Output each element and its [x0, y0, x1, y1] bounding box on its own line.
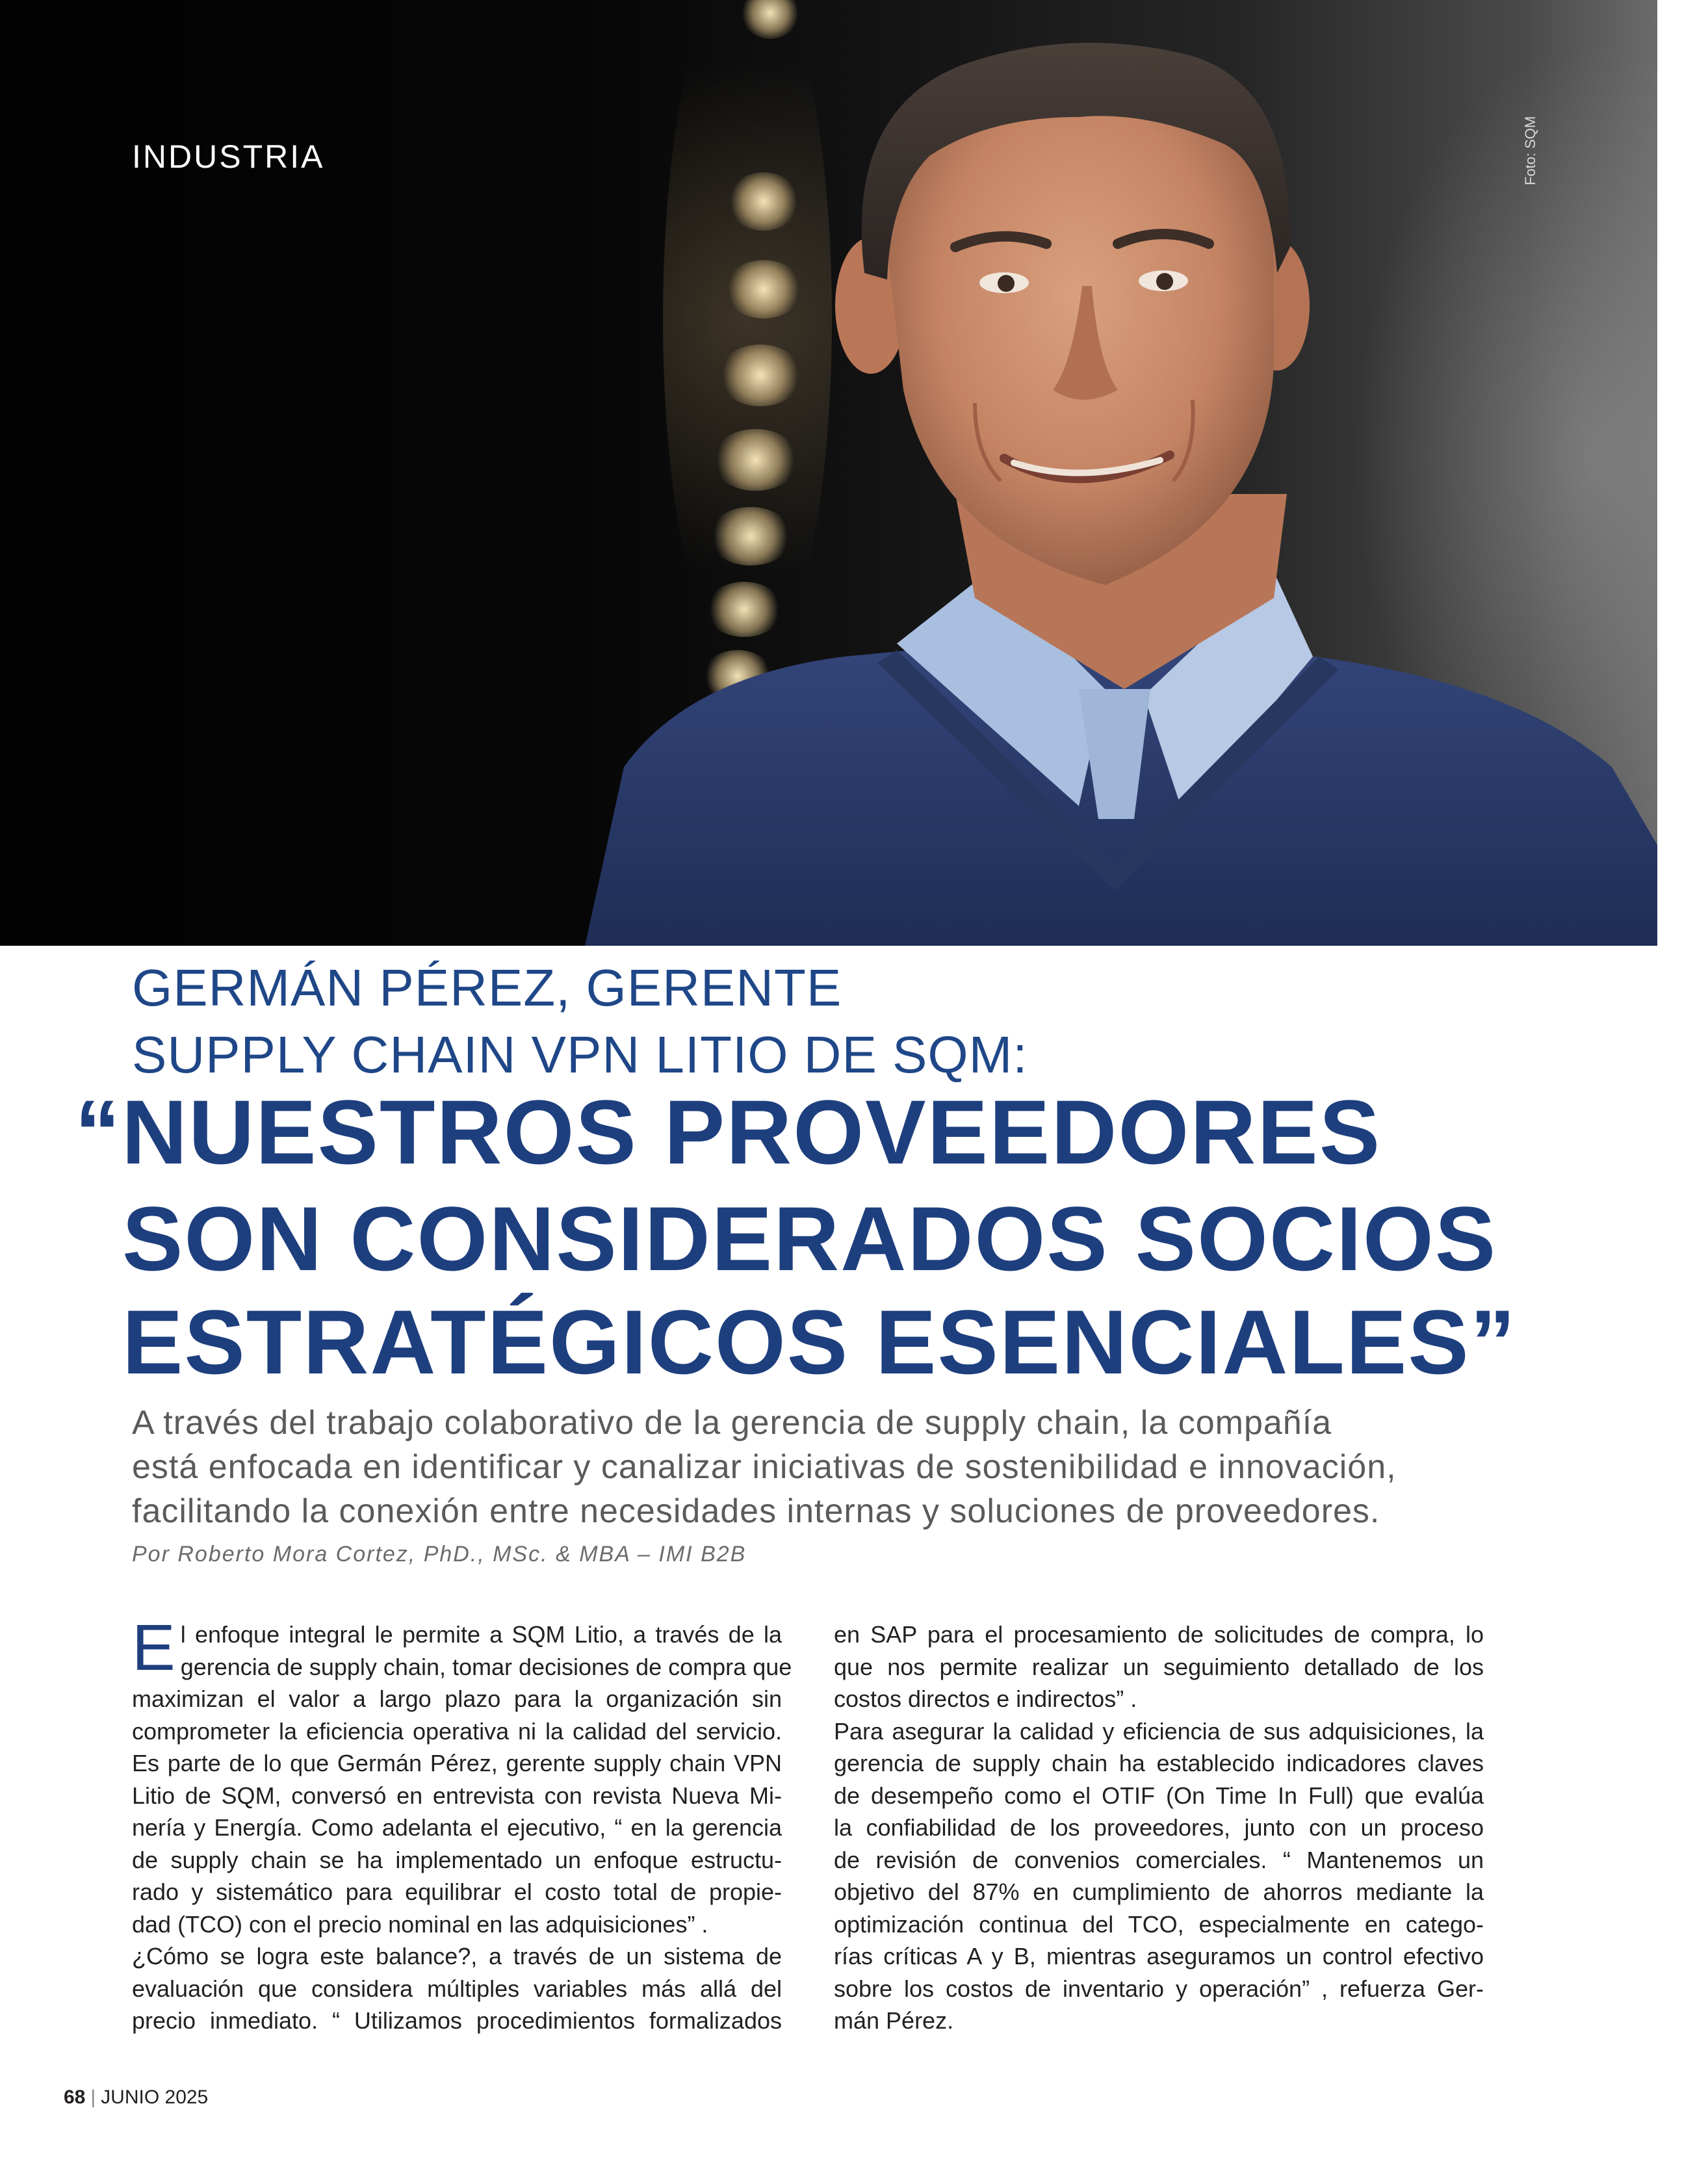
body-line: la confiabilidad de los proveedores, junto con un proceso — [834, 1814, 1484, 1841]
article-column-left — [132, 1611, 792, 2037]
body-line: comprometer la eficiencia operativa ni la calidad del servicio. — [132, 1717, 782, 1745]
body-line: l enfoque integral le permite a SQM Litio, a través de la — [180, 1621, 782, 1648]
body-line: sobre los costos de inventario y operación” , refuerza Ger- — [834, 1975, 1484, 2002]
body-line: de desempeño como el OTIF (On Time In Full) que evalúa — [834, 1782, 1484, 1809]
section-label: INDUSTRIA — [132, 138, 325, 175]
body-line: dad (TCO) con el precio nominal en las adquisiciones” . — [132, 1910, 708, 1938]
byline: Por Roberto Mora Cortez, PhD., MSc. & MBA – IMI B2B — [132, 1542, 747, 1566]
standfirst-line: A través del trabajo colaborativo de la gerencia de supply chain, la compañía — [132, 1404, 1332, 1442]
standfirst-line: está enfocada en identificar y canalizar iniciativas de sostenibilidad e innovación, — [132, 1448, 1397, 1486]
body-line: de supply chain se ha implementado un enfoque estructu- — [132, 1846, 782, 1873]
headline-quote-line-3: ESTRATÉGICOS ESENCIALES” — [122, 1291, 1517, 1393]
headline-kicker-line-1: GERMÁN PÉREZ, GERENTE — [132, 959, 842, 1017]
body-line: gerencia de supply chain ha establecido indicadores claves — [834, 1750, 1484, 1776]
body-line: ¿Cómo se logra este balance?, a través de un sistema de — [132, 1943, 782, 1970]
body-line: costos directos e indirectos” . — [834, 1685, 1137, 1712]
page-number: 68 — [64, 2086, 86, 2108]
body-line: rías críticas A y B, mientras aseguramos un control efectivo — [834, 1943, 1484, 1970]
standfirst — [132, 1401, 1484, 1533]
issue-date: JUNIO 2025 — [101, 2086, 209, 2108]
headline-kicker-line-2: SUPPLY CHAIN VPN LITIO DE SQM: — [132, 1026, 1028, 1084]
headline-quote-line-2: SON CONSIDERADOS SOCIOS — [122, 1188, 1497, 1290]
body-line: Litio de SQM, conversó en entrevista con revista Nueva Mi- — [132, 1782, 782, 1809]
body-line: Para asegurar la calidad y eficiencia de sus adquisiciones, la — [834, 1717, 1484, 1745]
photo-credit: Foto: SQM — [1522, 116, 1538, 185]
body-line: maximizan el valor a largo plazo para la organización sin — [132, 1685, 782, 1712]
body-line: precio inmediato. “ Utilizamos procedimientos formalizados — [132, 2007, 782, 2034]
page-footer — [64, 2086, 208, 2109]
body-line: gerencia de supply chain, tomar decisiones de compra que — [180, 1653, 792, 1680]
body-line: Es parte de lo que Germán Pérez, gerente supply chain VPN — [132, 1750, 782, 1776]
body-line: rado y sistemático para equilibrar el costo total de propie- — [132, 1878, 782, 1905]
body-line: en SAP para el procesamiento de solicitudes de compra, lo — [834, 1621, 1484, 1648]
body-line: que nos permite realizar un seguimiento detallado de los — [834, 1653, 1484, 1680]
body-line: optimización continua del TCO, especialmente en catego- — [834, 1910, 1484, 1938]
body-line: evaluación que considera múltiples variables más allá del — [132, 1975, 782, 2002]
body-line: nería y Energía. Como adelanta el ejecutivo, “ en la gerencia — [132, 1814, 782, 1841]
drop-cap: E — [132, 1611, 175, 1684]
standfirst-line: facilitando la conexión entre necesidades internas y soluciones de proveedores. — [132, 1492, 1380, 1530]
article-column-right — [834, 1618, 1484, 2037]
body-line: de revisión de convenios comerciales. “ Mantenemos un — [834, 1846, 1484, 1873]
hero-photo — [0, 0, 1657, 946]
body-line: objetivo del 87% en cumplimiento de ahorros mediante la — [834, 1878, 1484, 1905]
headline-quote-line-1: “NUESTROS PROVEEDORES — [75, 1081, 1382, 1183]
footer-separator: | — [90, 2086, 96, 2108]
body-line: mán Pérez. — [834, 2007, 954, 2034]
